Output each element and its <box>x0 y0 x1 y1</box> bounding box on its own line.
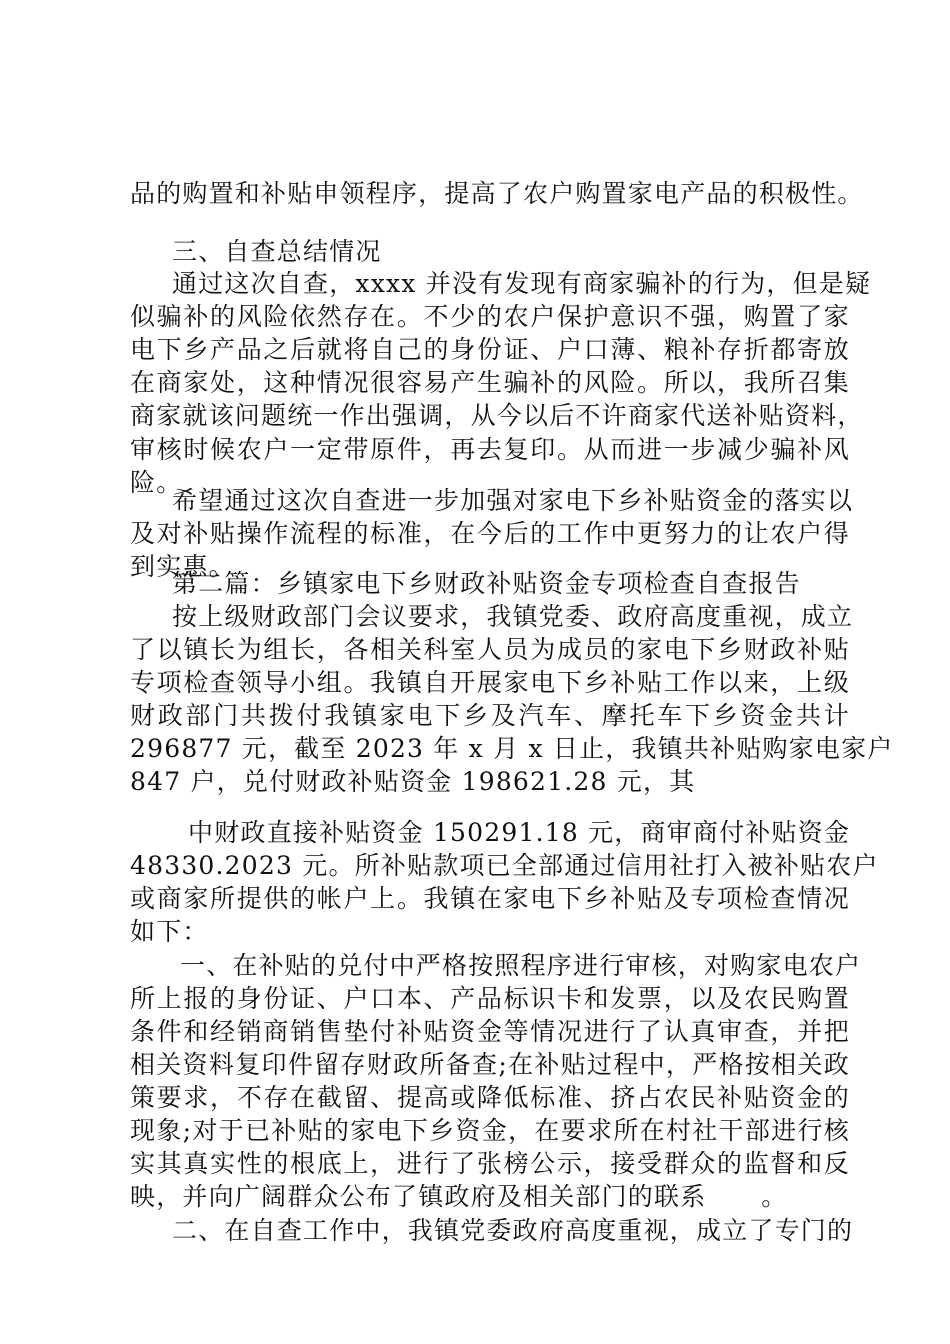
text-line: 如下： <box>130 917 209 946</box>
text-line: 在商家处，这种情况很容易产生骗补的风险。所以，我所召集 <box>130 368 850 397</box>
text-line: 通过这次自查，xxxx 并没有发现有商家骗补的行为，但是疑 <box>172 269 872 298</box>
section-heading: 三、自查总结情况 <box>172 237 382 266</box>
text-line: 到实惠。 <box>130 552 235 581</box>
text-line: 相关资料复印件留存财政所备查;在补贴过程中，严格按相关政 <box>130 1050 850 1079</box>
text-line: 847 户，兑付财政补贴资金 198621.28 元，其 <box>130 767 696 796</box>
text-line: 险。 <box>130 468 183 497</box>
text-line: 所上报的身份证、户口本、产品标识卡和发票，以及农民购置 <box>130 984 850 1013</box>
text-line: 条件和经销商销售垫付补贴资金等情况进行了认真审查，并把 <box>130 1017 850 1046</box>
text-line: 及对补贴操作流程的标准，在今后的工作中更努力的让农户得 <box>130 519 850 548</box>
text-line: 现象;对于已补贴的家电下乡资金，在要求所在村社干部进行核 <box>130 1116 850 1145</box>
text-line: 策要求，不存在截留、提高或降低标准、挤占农民补贴资金的 <box>130 1083 850 1112</box>
text-line: 按上级财政部门会议要求，我镇党委、政府高度重视，成立 <box>172 602 854 631</box>
text-line: 电下乡产品之后就将自己的身份证、户口薄、粮补存折都寄放 <box>130 335 850 364</box>
text-line: 二、在自查工作中，我镇党委政府高度重视，成立了专门的 <box>172 1216 854 1245</box>
text-line: 希望通过这次自查进一步加强对家电下乡补贴资金的落实以 <box>172 486 854 515</box>
text-line: 审核时候农户一定带原件，再去复印。从而进一步减少骗补风 <box>130 435 850 464</box>
text-line: 映，并向广阔群众公布了镇政府及相关部门的联系 。 <box>130 1182 788 1211</box>
text-line: 商家就该问题统一作出强调，从今以后不许商家代送补贴资料， <box>130 401 864 430</box>
text-line: 专项检查领导小组。我镇自开展家电下乡补贴工作以来，上级 <box>130 668 850 697</box>
text-line: 了以镇长为组长，各相关科室人员为成员的家电下乡财政补贴 <box>130 635 850 664</box>
text-line: 296877 元，截至 2023 年 x 月 x 日止，我镇共补贴购家电家户 <box>130 734 894 763</box>
text-line: 或商家所提供的帐户上。我镇在家电下乡补贴及专项检查情况 <box>130 884 850 913</box>
text-line: 似骗补的风险依然存在。不少的农户保护意识不强，购置了家 <box>130 302 850 331</box>
text-line: 一、在补贴的兑付中严格按照程序进行审核，对购家电农户 <box>180 951 862 980</box>
text-line: 实其真实性的根底上，进行了张榜公示，接受群众的监督和反 <box>130 1149 850 1178</box>
text-line: 中财政直接补贴资金 150291.18 元，商审商付补贴资金 <box>188 818 851 847</box>
text-line: 48330.2023 元。所补贴款项已全部通过信用社打入被补贴农户 <box>130 851 879 880</box>
section-heading: 第二篇：乡镇家电下乡财政补贴资金专项检查自查报告 <box>172 569 801 598</box>
text-line: 财政部门共拨付我镇家电下乡及汽车、摩托车下乡资金共计 <box>130 701 850 730</box>
text-line: 品的购置和补贴申领程序，提高了农户购置家电产品的积极性。 <box>130 179 864 208</box>
